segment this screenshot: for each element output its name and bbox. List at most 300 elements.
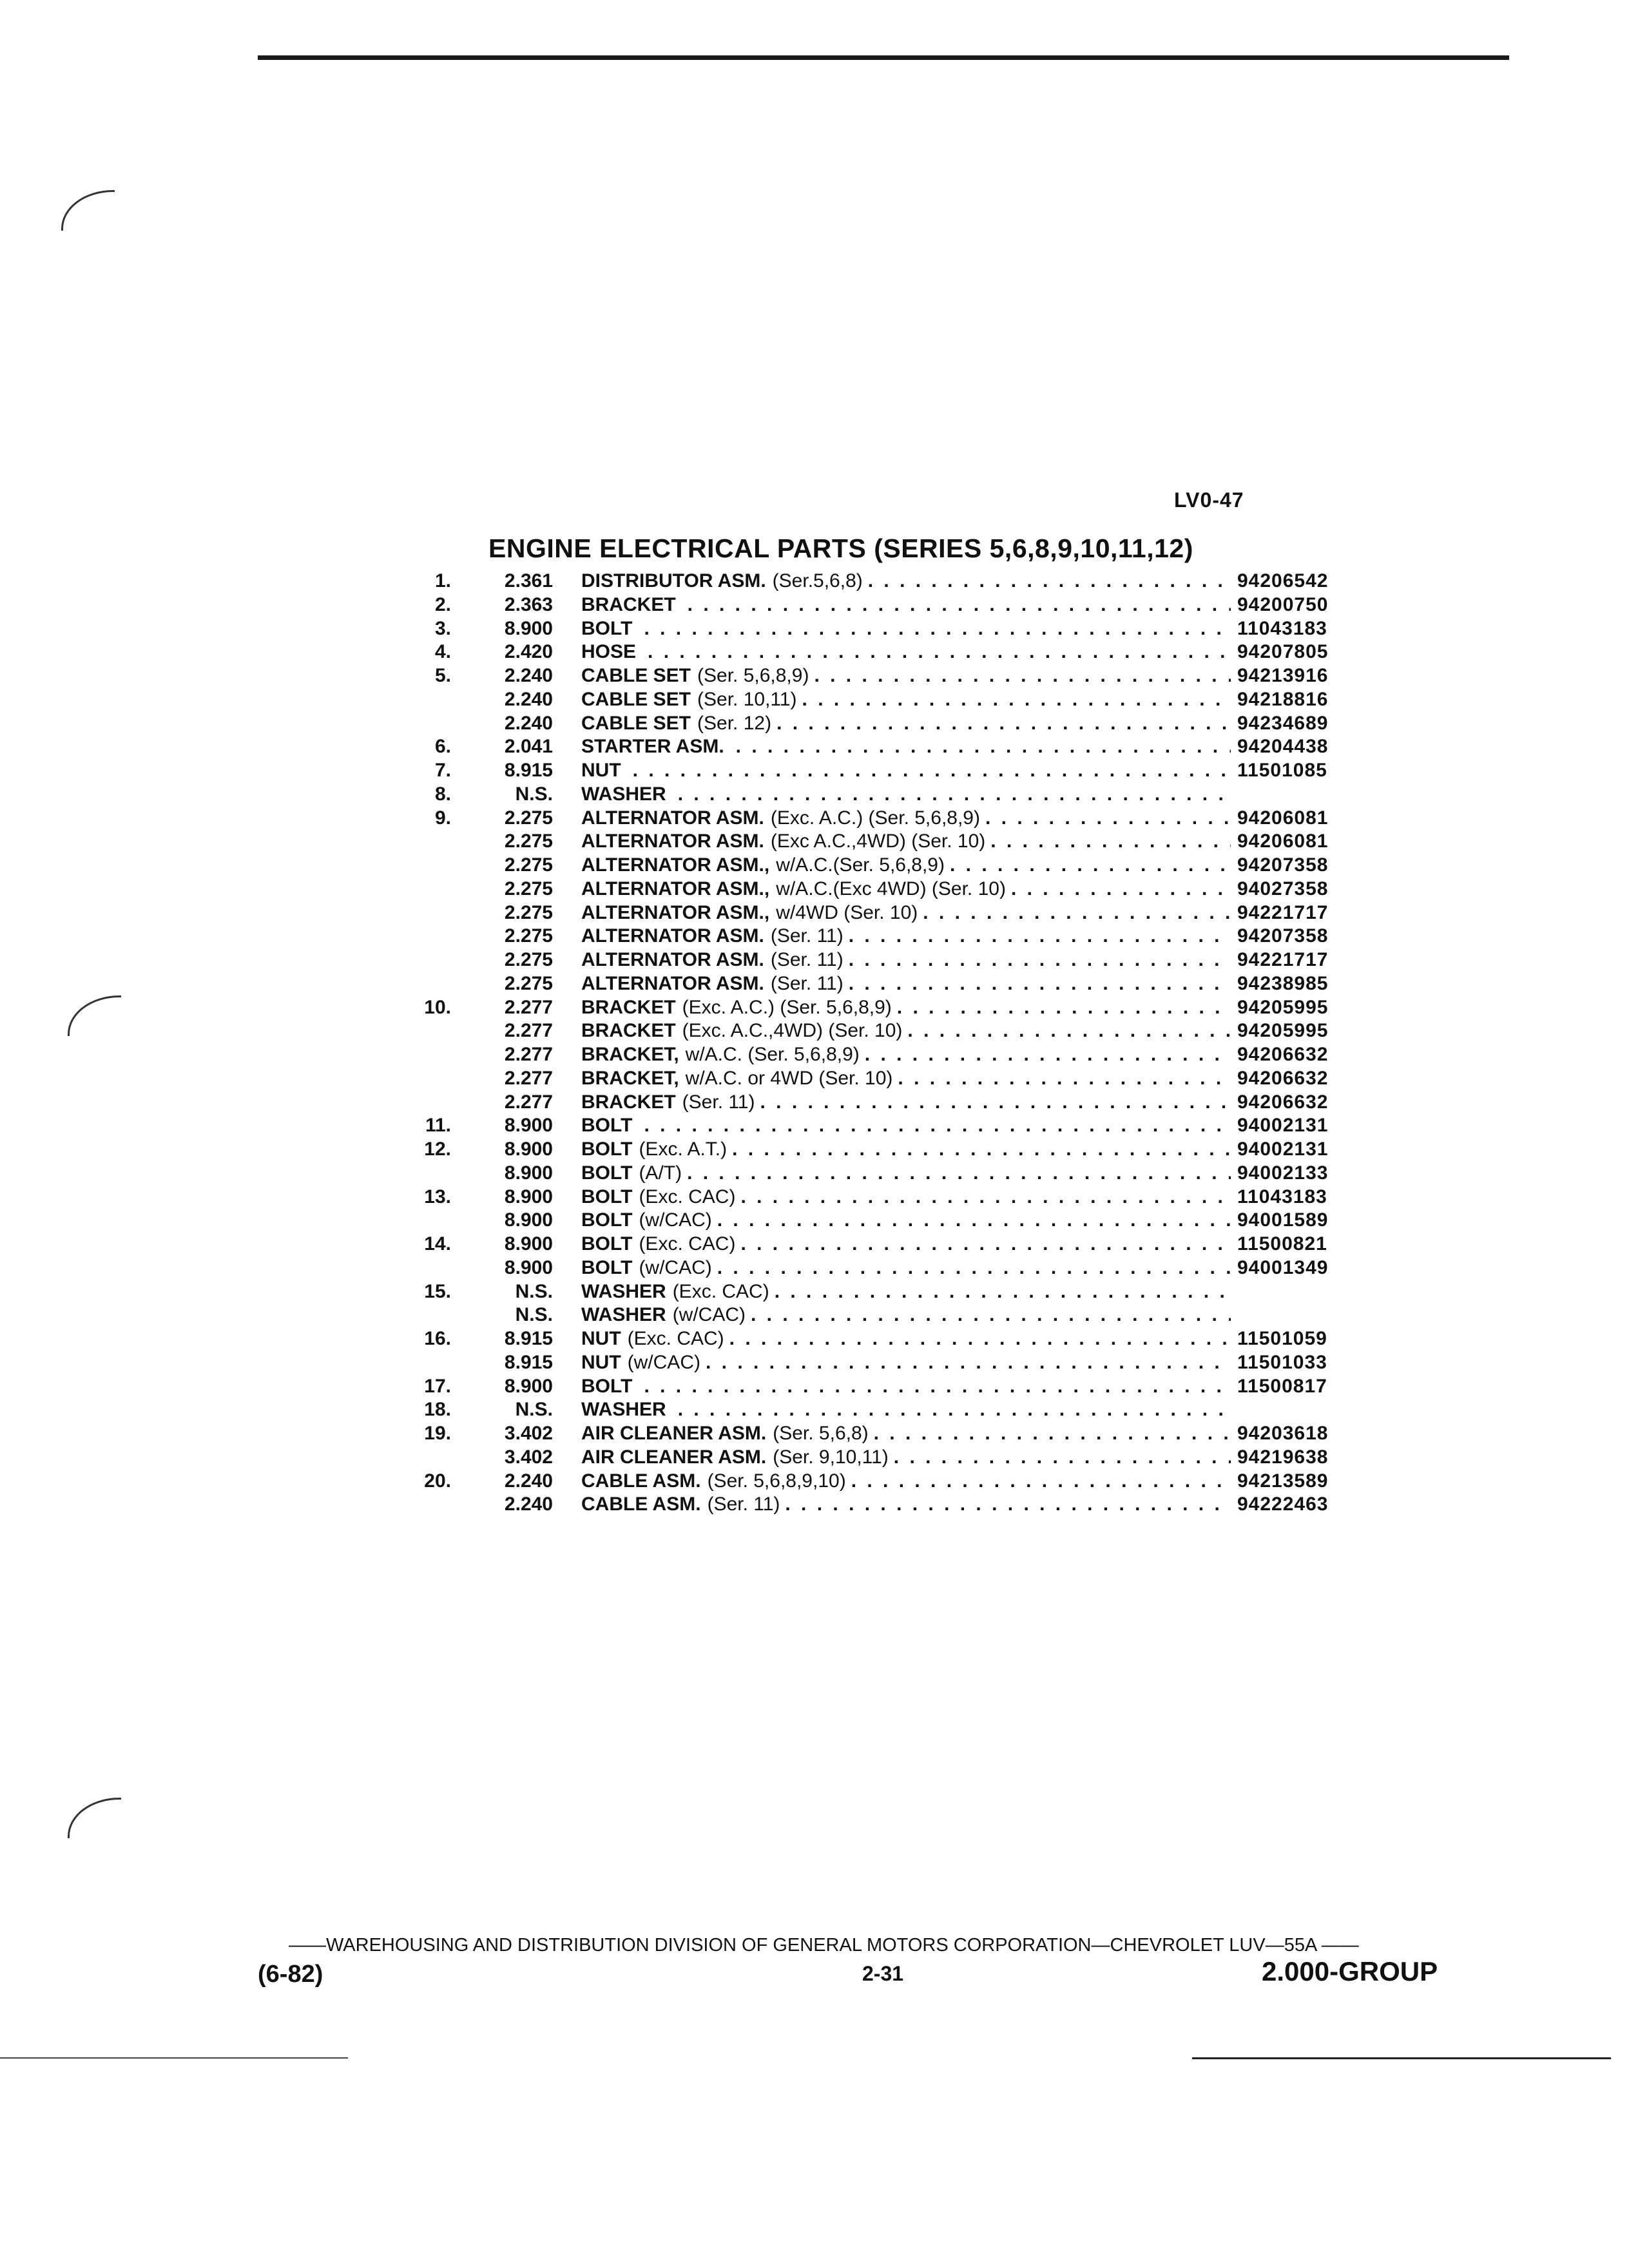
part-note xyxy=(724,735,731,759)
part-name: ALTERNATOR ASM. xyxy=(581,972,764,994)
table-row xyxy=(387,1186,1353,1209)
ref-number: 17. xyxy=(424,1375,451,1397)
part-number: 94205995 xyxy=(1237,1020,1329,1042)
part-description xyxy=(581,1233,1231,1256)
part-note: (Exc. A.C.,4WD) (Ser. 10) xyxy=(682,1020,903,1042)
table-row xyxy=(387,1162,1353,1186)
part-name: ALTERNATOR ASM. xyxy=(581,949,764,970)
part-description xyxy=(581,759,1231,783)
part-description xyxy=(581,664,1231,688)
table-row xyxy=(387,901,1353,925)
dot-leader xyxy=(755,1091,1231,1115)
group-number: 2.240 xyxy=(504,712,553,734)
part-number: 94206632 xyxy=(1237,1091,1329,1113)
part-note: (Exc. A.C.) (Ser. 5,6,8,9) xyxy=(682,996,892,1018)
group-number: 2.041 xyxy=(504,736,553,758)
table-row xyxy=(387,996,1353,1020)
dot-leader xyxy=(843,948,1231,972)
part-number: 94221717 xyxy=(1237,949,1329,970)
dot-leader xyxy=(769,1280,1231,1304)
group-number: 2.361 xyxy=(504,570,553,591)
part-description xyxy=(581,1351,1231,1375)
group-number: 8.900 xyxy=(504,1209,553,1231)
parts-list xyxy=(387,570,1353,1517)
binder-hole-mark-middle xyxy=(68,995,121,1036)
ref-number: 5. xyxy=(434,665,451,686)
table-row xyxy=(387,1493,1353,1517)
binder-hole-mark-bottom xyxy=(68,1798,121,1838)
ref-number: 2. xyxy=(434,593,451,615)
part-name: STARTER ASM. xyxy=(581,736,724,758)
part-name: BRACKET, xyxy=(581,1044,679,1065)
group-number: N.S. xyxy=(515,1280,553,1302)
part-note xyxy=(676,593,682,617)
table-row xyxy=(387,617,1353,641)
ref-number: 10. xyxy=(424,996,451,1018)
part-number: 11501059 xyxy=(1237,1328,1327,1349)
part-note xyxy=(666,1398,673,1422)
table-row xyxy=(387,1114,1353,1138)
part-name: ALTERNATOR ASM. xyxy=(581,831,764,852)
ref-number: 16. xyxy=(424,1328,451,1349)
table-row xyxy=(387,1351,1353,1375)
part-name: BOLT xyxy=(581,1186,633,1207)
dot-leader xyxy=(902,1019,1231,1043)
document-id: LV0-47 xyxy=(1174,488,1244,512)
group-number: 2.277 xyxy=(504,996,553,1018)
table-row xyxy=(387,1256,1353,1280)
dot-leader xyxy=(642,640,1231,664)
part-description xyxy=(581,996,1231,1020)
part-name: ALTERNATOR ASM. xyxy=(581,807,764,829)
ref-number: 6. xyxy=(434,736,451,758)
page-title: ENGINE ELECTRICAL PARTS (SERIES 5,6,8,9,10,11,12) xyxy=(488,533,1193,563)
dot-leader xyxy=(673,783,1231,807)
dot-leader xyxy=(639,1114,1231,1138)
group-number: 3.402 xyxy=(504,1423,553,1444)
part-number: 94002131 xyxy=(1237,1115,1329,1137)
part-description xyxy=(581,807,1231,831)
table-row xyxy=(387,830,1353,854)
table-row xyxy=(387,854,1353,878)
part-description xyxy=(581,1422,1231,1446)
binder-hole-mark-top xyxy=(61,190,115,231)
ref-number: 3. xyxy=(434,617,451,639)
part-note: (Exc. CAC) xyxy=(672,1280,769,1302)
part-number: 94219638 xyxy=(1237,1446,1329,1468)
group-number: 2.275 xyxy=(504,807,553,829)
part-name: CABLE SET xyxy=(581,665,691,686)
dot-leader xyxy=(843,972,1231,996)
dot-leader xyxy=(860,1043,1231,1067)
part-name: ALTERNATOR ASM., xyxy=(581,878,770,899)
part-note: (Ser. 10,11) xyxy=(697,688,797,710)
part-number: 94206081 xyxy=(1237,831,1329,852)
dot-leader xyxy=(945,854,1231,878)
table-row xyxy=(387,807,1353,831)
group-number: 2.275 xyxy=(504,878,553,899)
part-description xyxy=(581,878,1231,901)
part-note: (Exc. CAC) xyxy=(639,1186,736,1207)
dot-leader xyxy=(843,925,1231,948)
part-description xyxy=(581,1327,1231,1351)
dot-leader xyxy=(1006,878,1231,901)
part-number: 11043183 xyxy=(1237,617,1327,639)
part-number: 11500817 xyxy=(1237,1375,1327,1397)
part-description xyxy=(581,783,1231,807)
part-note: (Ser.5,6,8) xyxy=(772,570,863,591)
dot-leader xyxy=(735,1186,1231,1209)
part-number: 94207358 xyxy=(1237,925,1329,947)
part-description xyxy=(581,1067,1231,1091)
part-note: w/A.C.(Ser. 5,6,8,9) xyxy=(776,854,945,876)
part-name: BOLT xyxy=(581,1162,633,1184)
group-number: 8.900 xyxy=(504,1233,553,1254)
part-note: (Exc. CAC) xyxy=(627,1328,724,1349)
part-description xyxy=(581,1375,1231,1399)
part-name: BRACKET, xyxy=(581,1067,679,1089)
part-note: (w/CAC) xyxy=(627,1351,700,1373)
part-number: 94207805 xyxy=(1237,641,1329,663)
ref-number: 18. xyxy=(424,1399,451,1421)
part-name: AIR CLEANER ASM. xyxy=(581,1446,767,1468)
part-number: 94213589 xyxy=(1237,1470,1329,1492)
dot-leader xyxy=(735,1233,1231,1256)
part-description xyxy=(581,1398,1231,1422)
dot-leader xyxy=(797,688,1231,712)
group-number: 2.277 xyxy=(504,1044,553,1065)
dot-leader xyxy=(712,1209,1231,1233)
part-description xyxy=(581,1043,1231,1067)
part-note: (Ser. 5,6,8,9) xyxy=(697,665,809,686)
table-row xyxy=(387,1398,1353,1422)
group-number: 2.275 xyxy=(504,949,553,970)
part-description xyxy=(581,712,1231,736)
ref-number: 20. xyxy=(424,1470,451,1492)
table-row xyxy=(387,640,1353,664)
dot-leader xyxy=(892,996,1231,1020)
ref-number: 14. xyxy=(424,1233,451,1254)
ref-number: 1. xyxy=(434,570,451,591)
part-note: (w/CAC) xyxy=(639,1256,712,1278)
table-row xyxy=(387,1280,1353,1304)
group-number: 3.402 xyxy=(504,1446,553,1468)
group-number: 2.240 xyxy=(504,688,553,710)
part-description xyxy=(581,830,1231,854)
group-number: N.S. xyxy=(515,1304,553,1326)
part-name: BRACKET xyxy=(581,1091,676,1113)
part-note: (Ser. 11) xyxy=(770,949,843,970)
part-number: 94002131 xyxy=(1237,1139,1329,1160)
table-row xyxy=(387,759,1353,783)
part-description xyxy=(581,1114,1231,1138)
group-number: 2.277 xyxy=(504,1091,553,1113)
part-name: AIR CLEANER ASM. xyxy=(581,1423,767,1444)
part-description xyxy=(581,1256,1231,1280)
part-note: (Ser. 9,10,11) xyxy=(773,1446,889,1468)
part-name: WASHER xyxy=(581,1304,666,1326)
part-note: (w/CAC) xyxy=(672,1304,746,1326)
table-row xyxy=(387,1019,1353,1043)
dot-leader xyxy=(985,830,1231,854)
bottom-rule-left xyxy=(0,2057,348,2059)
group-number: 8.900 xyxy=(504,1162,553,1184)
part-number: 94027358 xyxy=(1237,878,1329,899)
part-name: BRACKET xyxy=(581,996,676,1018)
table-row xyxy=(387,948,1353,972)
part-note xyxy=(621,759,628,783)
dot-leader xyxy=(780,1493,1231,1517)
part-note xyxy=(636,640,642,664)
group-number: 8.900 xyxy=(504,1115,553,1137)
table-row xyxy=(387,1209,1353,1233)
part-number: 94206632 xyxy=(1237,1044,1329,1065)
part-note: (Ser. 12) xyxy=(697,712,772,734)
part-number: 94221717 xyxy=(1237,901,1329,923)
table-row xyxy=(387,1233,1353,1256)
table-row xyxy=(387,712,1353,736)
dot-leader xyxy=(682,593,1231,617)
ref-number: 12. xyxy=(424,1139,451,1160)
group-number: 2.240 xyxy=(504,1494,553,1515)
top-rule xyxy=(258,55,1509,60)
group-number: 8.915 xyxy=(504,760,553,781)
dot-leader xyxy=(918,901,1231,925)
dot-leader xyxy=(889,1446,1231,1470)
part-note: (w/CAC) xyxy=(639,1209,712,1231)
table-row xyxy=(387,925,1353,948)
part-description xyxy=(581,1138,1231,1162)
part-note: (A/T) xyxy=(639,1162,682,1184)
table-row xyxy=(387,664,1353,688)
dot-leader xyxy=(863,570,1231,593)
footer-page-number: 2-31 xyxy=(862,1962,904,1985)
ref-number: 11. xyxy=(425,1115,451,1137)
dot-leader xyxy=(673,1398,1231,1422)
part-note xyxy=(666,783,673,807)
ref-number: 8. xyxy=(434,783,451,805)
dot-leader xyxy=(892,1067,1231,1091)
table-row xyxy=(387,1138,1353,1162)
dot-leader xyxy=(639,1375,1231,1399)
part-description xyxy=(581,1280,1231,1304)
table-row xyxy=(387,1303,1353,1327)
part-number: 11501033 xyxy=(1237,1351,1327,1373)
footer-group-label: 2.000-GROUP xyxy=(1262,1956,1438,1986)
part-number: 94222463 xyxy=(1237,1494,1329,1515)
dot-leader xyxy=(724,1327,1231,1351)
group-number: 2.277 xyxy=(504,1067,553,1089)
part-note xyxy=(632,617,639,641)
group-number: 8.900 xyxy=(504,617,553,639)
part-number: 11500821 xyxy=(1237,1233,1327,1254)
part-number: 94234689 xyxy=(1237,712,1329,734)
part-name: BOLT xyxy=(581,1233,633,1254)
part-description xyxy=(581,972,1231,996)
table-row xyxy=(387,593,1353,617)
part-number: 94002133 xyxy=(1237,1162,1329,1184)
table-row xyxy=(387,688,1353,712)
part-number: 94204438 xyxy=(1237,736,1329,758)
part-number: 11501085 xyxy=(1237,760,1327,781)
part-description xyxy=(581,1162,1231,1186)
ref-number: 7. xyxy=(434,760,451,781)
table-row xyxy=(387,1375,1353,1399)
group-number: 8.900 xyxy=(504,1375,553,1397)
part-name: BOLT xyxy=(581,1209,633,1231)
table-row xyxy=(387,783,1353,807)
part-note: (Ser. 5,6,8) xyxy=(773,1423,869,1444)
part-note: (Ser. 11) xyxy=(770,972,843,994)
part-description xyxy=(581,925,1231,948)
ref-number: 4. xyxy=(434,641,451,663)
part-note: (Exc. A.T.) xyxy=(639,1139,728,1160)
part-name: BOLT xyxy=(581,1375,633,1397)
dot-leader xyxy=(809,664,1231,688)
part-note: w/A.C. (Ser. 5,6,8,9) xyxy=(685,1044,860,1065)
part-name: WASHER xyxy=(581,783,666,805)
dot-leader xyxy=(980,807,1231,831)
bottom-rule-right xyxy=(1192,2057,1611,2059)
footer-date-code: (6-82) xyxy=(258,1961,323,1988)
group-number: 8.915 xyxy=(504,1328,553,1349)
part-description xyxy=(581,735,1231,759)
part-number: 94207358 xyxy=(1237,854,1329,876)
part-name: WASHER xyxy=(581,1280,666,1302)
part-description xyxy=(581,617,1231,641)
part-name: BOLT xyxy=(581,1256,633,1278)
dot-leader xyxy=(727,1138,1231,1162)
dot-leader xyxy=(846,1470,1231,1494)
part-name: ALTERNATOR ASM. xyxy=(581,925,764,947)
table-row xyxy=(387,972,1353,996)
table-row xyxy=(387,1422,1353,1446)
part-name: BRACKET xyxy=(581,1020,676,1042)
part-name: HOSE xyxy=(581,641,637,663)
footer-division-line: ——WAREHOUSING AND DISTRIBUTION DIVISION OF GENERAL MOTORS CORPORATION—CHEVROLET LUV—55A —— xyxy=(289,1935,1359,1956)
dot-leader xyxy=(746,1303,1231,1327)
part-name: BOLT xyxy=(581,617,633,639)
part-name: BRACKET xyxy=(581,593,676,615)
part-description xyxy=(581,640,1231,664)
part-number: 94001589 xyxy=(1237,1209,1329,1231)
part-note: w/A.C. or 4WD (Ser. 10) xyxy=(685,1067,893,1089)
table-row xyxy=(387,1091,1353,1115)
part-description xyxy=(581,1186,1231,1209)
part-description xyxy=(581,1493,1231,1517)
part-number: 94218816 xyxy=(1237,688,1329,710)
part-note xyxy=(632,1375,639,1399)
group-number: 2.275 xyxy=(504,972,553,994)
group-number: 8.915 xyxy=(504,1351,553,1373)
table-row xyxy=(387,1043,1353,1067)
ref-number: 13. xyxy=(424,1186,451,1207)
group-number: N.S. xyxy=(515,783,553,805)
table-row xyxy=(387,1327,1353,1351)
part-name: BOLT xyxy=(581,1115,633,1137)
part-name: DISTRIBUTOR ASM. xyxy=(581,570,766,591)
group-number: 2.363 xyxy=(504,593,553,615)
group-number: 2.275 xyxy=(504,831,553,852)
group-number: 2.275 xyxy=(504,901,553,923)
group-number: 2.420 xyxy=(504,641,553,663)
ref-number: 19. xyxy=(424,1423,451,1444)
part-description xyxy=(581,948,1231,972)
part-name: BOLT xyxy=(581,1139,633,1160)
ref-number: 9. xyxy=(434,807,451,829)
table-row xyxy=(387,735,1353,759)
group-number: 2.240 xyxy=(504,665,553,686)
dot-leader xyxy=(700,1351,1231,1375)
part-name: CABLE ASM. xyxy=(581,1494,701,1515)
table-row xyxy=(387,570,1353,593)
part-number: 94203618 xyxy=(1237,1423,1329,1444)
part-number: 94206542 xyxy=(1237,570,1329,591)
group-number: 8.900 xyxy=(504,1256,553,1278)
part-name: NUT xyxy=(581,1351,621,1373)
part-number: 94200750 xyxy=(1237,593,1329,615)
part-description xyxy=(581,1209,1231,1233)
group-number: 2.240 xyxy=(504,1470,553,1492)
part-name: CABLE ASM. xyxy=(581,1470,701,1492)
ref-number: 15. xyxy=(424,1280,451,1302)
table-row xyxy=(387,1446,1353,1470)
part-number: 94238985 xyxy=(1237,972,1329,994)
group-number: N.S. xyxy=(515,1399,553,1421)
part-note: (Ser. 11) xyxy=(770,925,843,947)
dot-leader xyxy=(869,1422,1231,1446)
part-description xyxy=(581,1470,1231,1494)
part-description xyxy=(581,688,1231,712)
part-description xyxy=(581,901,1231,925)
part-description xyxy=(581,854,1231,878)
part-description xyxy=(581,570,1231,593)
part-description xyxy=(581,1019,1231,1043)
part-description xyxy=(581,1303,1231,1327)
part-number: 94205995 xyxy=(1237,996,1329,1018)
part-number: 94213916 xyxy=(1237,665,1329,686)
dot-leader xyxy=(682,1162,1231,1186)
part-description xyxy=(581,1446,1231,1470)
part-note: w/4WD (Ser. 10) xyxy=(776,901,918,923)
part-number: 11043183 xyxy=(1237,1186,1327,1207)
part-note: (Exc. A.C.) (Ser. 5,6,8,9) xyxy=(770,807,980,829)
part-description xyxy=(581,593,1231,617)
part-name: ALTERNATOR ASM., xyxy=(581,854,770,876)
group-number: 2.277 xyxy=(504,1020,553,1042)
part-name: CABLE SET xyxy=(581,712,691,734)
part-name: NUT xyxy=(581,1328,621,1349)
dot-leader xyxy=(628,759,1231,783)
part-note xyxy=(632,1114,639,1138)
part-name: WASHER xyxy=(581,1399,666,1421)
part-number: 94001349 xyxy=(1237,1256,1329,1278)
part-note: (Ser. 5,6,8,9,10) xyxy=(707,1470,846,1492)
part-note: (Exc. CAC) xyxy=(639,1233,736,1254)
part-name: ALTERNATOR ASM., xyxy=(581,901,770,923)
part-description xyxy=(581,1091,1231,1115)
part-name: CABLE SET xyxy=(581,688,691,710)
dot-leader xyxy=(731,735,1231,759)
dot-leader xyxy=(639,617,1231,641)
group-number: 8.900 xyxy=(504,1186,553,1207)
table-row xyxy=(387,1470,1353,1494)
group-number: 2.275 xyxy=(504,925,553,947)
part-note: (Ser. 11) xyxy=(682,1091,755,1113)
part-name: NUT xyxy=(581,760,621,781)
part-number: 94206081 xyxy=(1237,807,1329,829)
table-row xyxy=(387,878,1353,901)
